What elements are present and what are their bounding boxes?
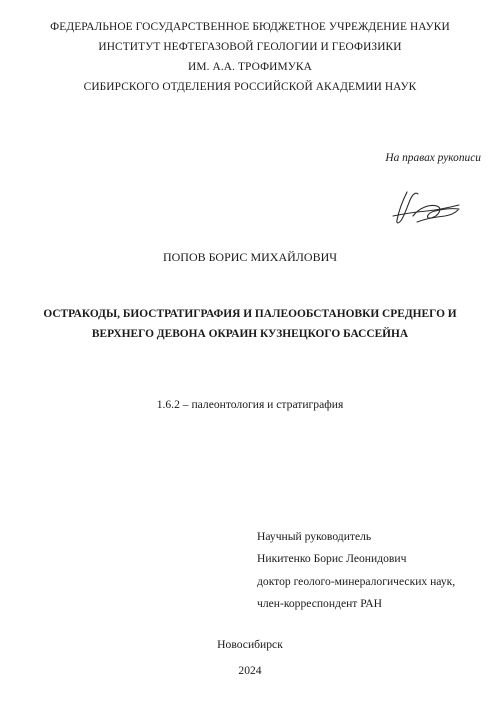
- title-line: ОСТРАКОДЫ, БИОСТРАТИГРАФИЯ И ПАЛЕООБСТАНОВКИ СРЕДНЕГО И: [43, 308, 457, 320]
- title-line: ВЕРХНЕГО ДЕВОНА ОКРАИН КУЗНЕЦКОГО БАССЕЙНА: [91, 328, 409, 340]
- supervisor-block: [257, 526, 455, 615]
- supervisor-line: член-корреспондент РАН: [257, 596, 382, 610]
- year: 2024: [238, 664, 262, 677]
- handwritten-signature: [389, 186, 463, 228]
- city: Новосибирск: [217, 638, 283, 651]
- organization-line: СИБИРСКОГО ОТДЕЛЕНИЯ РОССИЙСКОЙ АКАДЕМИИ НАУК: [83, 81, 417, 93]
- specialty-code: 1.6.2 – палеонтология и стратиграфия: [156, 398, 344, 411]
- organization-line: ИНСТИТУТ НЕФТЕГАЗОВОЙ ГЕОЛОГИИ И ГЕОФИЗИКИ: [98, 41, 402, 53]
- supervisor-line: доктор геолого-минералогических наук,: [257, 574, 456, 588]
- dissertation-title: [28, 304, 472, 344]
- organization-line: ИМ. А.А. ТРОФИМУКА: [188, 61, 312, 73]
- organization-header: [0, 17, 500, 97]
- author-name: ПОПОВ БОРИС МИХАЙЛОВИЧ: [162, 250, 338, 264]
- organization-line: ФЕДЕРАЛЬНОЕ ГОСУДАРСТВЕННОЕ БЮДЖЕТНОЕ УЧРЕЖДЕНИЕ НАУКИ: [50, 21, 450, 33]
- supervisor-line: Никитенко Борис Леонидович: [257, 552, 407, 566]
- supervisor-line: Научный руководитель: [257, 530, 372, 543]
- manuscript-note: На правах рукописи: [385, 152, 481, 164]
